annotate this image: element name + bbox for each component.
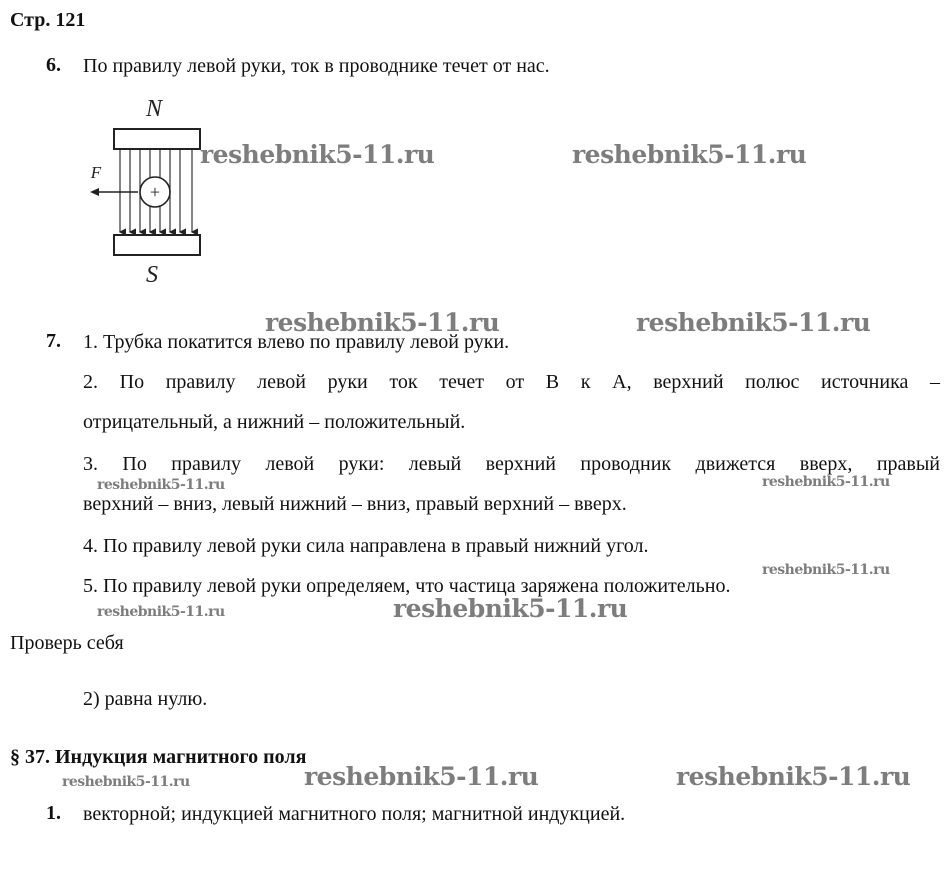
item-7-answer-5: 5. По правилу левой руки определяем, что частица заряжена положительно.: [83, 575, 731, 597]
section-37-title: § 37. Индукция магнитного поля: [10, 746, 307, 768]
item-7-answer-4: 4. По правилу левой руки сила направлена в правый нижний угол.: [83, 535, 649, 557]
item-7-answer-1: 1. Трубка покатится влево по правилу левой руки.: [83, 331, 510, 353]
north-pole-label: N: [145, 96, 163, 122]
watermark: reshebnik5-11.ru: [97, 604, 225, 620]
item-6-text: По правилу левой руки, ток в проводнике течет от нас.: [83, 55, 550, 77]
south-pole-label: S: [146, 262, 158, 288]
current-into-page-symbol: +: [149, 182, 161, 202]
item-7-answer-2-cont: отрицательный, а нижний – положительный.: [83, 411, 466, 433]
section-37-item-1-text: векторной; индукцией магнитного поля; магнитной индукцией.: [83, 803, 626, 825]
item-6-number: 6.: [46, 54, 61, 76]
force-label: F: [90, 163, 102, 182]
watermark: reshebnik5-11.ru: [636, 308, 871, 337]
watermark: reshebnik5-11.ru: [762, 562, 890, 578]
item-7-answer-3: 3. По правилу левой руки: левый верхний проводник движется вверх, правый: [83, 453, 940, 475]
watermark: reshebnik5-11.ru: [97, 477, 225, 493]
watermark: reshebnik5-11.ru: [762, 474, 890, 490]
item-7-answer-2: 2. По правилу левой руки ток течет от В к А, верхний полюс источника –: [83, 371, 940, 393]
magnet-conductor-figure: [80, 92, 220, 292]
item-7-number: 7.: [46, 330, 61, 352]
page-header: Стр. 121: [10, 9, 86, 31]
watermark: reshebnik5-11.ru: [676, 762, 911, 791]
watermark: reshebnik5-11.ru: [304, 762, 539, 791]
section-37-item-1-number: 1.: [46, 802, 61, 824]
force-arrow-head: [90, 188, 99, 196]
check-yourself-answer: 2) равна нулю.: [83, 688, 208, 710]
north-magnet: [114, 129, 200, 149]
south-magnet: [114, 235, 200, 255]
watermark: reshebnik5-11.ru: [393, 594, 628, 623]
watermark: reshebnik5-11.ru: [572, 140, 807, 169]
item-7-answer-3-cont: верхний – вниз, левый нижний – вниз, правый верхний – вверх.: [83, 493, 627, 515]
watermark: reshebnik5-11.ru: [200, 140, 435, 169]
watermark: reshebnik5-11.ru: [62, 774, 190, 790]
watermark: reshebnik5-11.ru: [265, 308, 500, 337]
check-yourself-title: Проверь себя: [10, 632, 124, 654]
